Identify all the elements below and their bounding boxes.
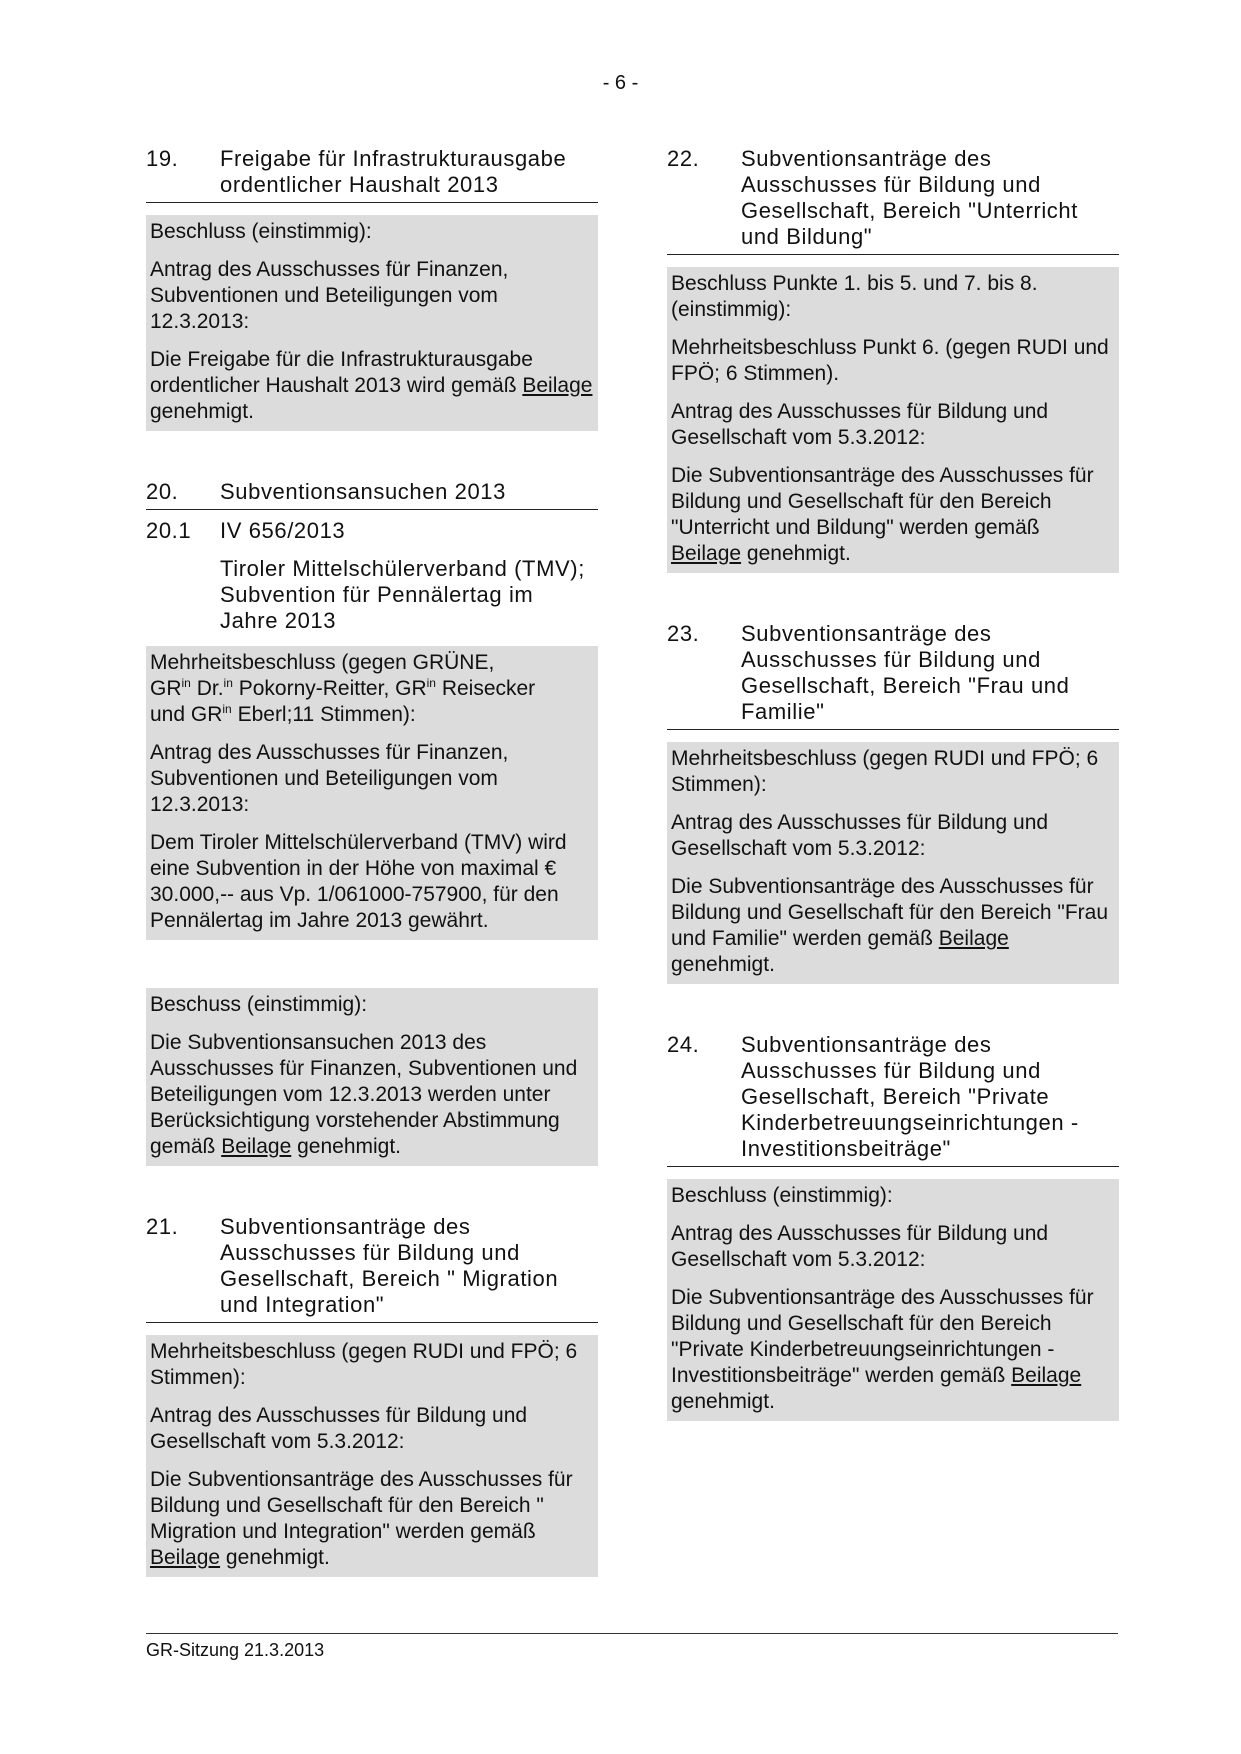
beilage-link[interactable]: Beilage — [522, 374, 593, 397]
decision-label: Mehrheitsbeschluss (gegen RUDI und FPÖ; 6 Stimmen): — [150, 1340, 578, 1389]
item-number: 21. — [146, 1214, 179, 1239]
item-title: Freigabe für Infrastrukturausgabe ordentlicher Haushalt 2013 — [220, 146, 567, 197]
resolution-text: Die Freigabe für die Infrastrukturausgabe ordentlicher Haushalt 2013 wird gemäß Beilage genehmigt. — [150, 348, 593, 423]
item-title: Subventionsanträge des Ausschusses für Bildung und Gesellschaft, Bereich "Private Kinderbetreuungseinrichtungen - Investitionsbeiträge" — [741, 1032, 1079, 1161]
motion-text: Antrag des Ausschusses für Bildung und Gesellschaft vom 5.3.2012: — [671, 400, 1049, 449]
agenda-item-19 — [146, 146, 598, 431]
motion-text: Antrag des Ausschusses für Bildung und Gesellschaft vom 5.3.2012: — [671, 811, 1049, 860]
agenda-item-21 — [146, 1214, 598, 1577]
sub-item-number: 20.1 — [146, 518, 192, 543]
sub-item-20-1 — [146, 518, 598, 634]
page-number: - 6 - — [602, 72, 639, 94]
decision-label: Mehrheitsbeschluss (gegen GRÜNE, $GR^{in}$ Dr.$^{in}$ Pokorny-Reitter, $GR^{in}$ Reisecker und $GR^{in}$ Eberl;11 Stimmen): — [150, 651, 536, 726]
beilage-link[interactable]: Beilage — [150, 1546, 221, 1569]
decision-box — [146, 646, 598, 940]
item-number: 24. — [667, 1032, 700, 1057]
resolution-text: Die Subventionsanträge des Ausschusses für Bildung und Gesellschaft für den Bereich "Frau und Familie" werden gemäß Beilage genehmigt. — [671, 875, 1109, 976]
decision-box — [146, 215, 598, 431]
item-title: Subventionsanträge des Ausschusses für Bildung und Gesellschaft, Bereich "Unterricht und Bildung" — [741, 146, 1078, 249]
item-heading — [667, 621, 1119, 730]
decision-label: Mehrheitsbeschluss (gegen RUDI und FPÖ; 6 Stimmen): — [671, 747, 1099, 796]
beilage-link[interactable]: Beilage — [221, 1135, 292, 1158]
item-heading — [146, 146, 598, 203]
item-title: Subventionsanträge des Ausschusses für Bildung und Gesellschaft, Bereich " Migration und Integration" — [220, 1214, 559, 1317]
item-heading — [667, 146, 1119, 255]
item-title: Subventionsansuchen 2013 — [220, 479, 506, 504]
decision-box — [667, 267, 1119, 573]
motion-text: Antrag des Ausschusses für Finanzen, Subventionen und Beteiligungen vom 12.3.2013: — [150, 741, 509, 816]
decision-box — [146, 1335, 598, 1577]
motion-text: Antrag des Ausschusses für Bildung und Gesellschaft vom 5.3.2012: — [150, 1404, 528, 1453]
item-heading — [667, 1032, 1119, 1167]
decision-label: Beschluss (einstimmig): — [671, 1184, 893, 1207]
left-column — [146, 146, 598, 1577]
agenda-item-20 — [146, 479, 598, 1166]
motion-text: Antrag des Ausschusses für Bildung und Gesellschaft vom 5.3.2012: — [671, 1222, 1049, 1271]
agenda-item-22 — [667, 146, 1119, 573]
beilage-link[interactable]: Beilage — [938, 927, 1009, 950]
decision-label: Beschluss (einstimmig): — [150, 220, 372, 243]
item-number: 22. — [667, 146, 700, 171]
decision-box — [667, 1179, 1119, 1421]
resolution-text: Die Subventionsanträge des Ausschusses für Bildung und Gesellschaft für den Bereich "Private Kinderbetreuungseinrichtungen - Investitionsbeiträge" werden gemäß Beilage genehmigt. — [671, 1286, 1094, 1413]
item-number: 19. — [146, 146, 179, 171]
decision-box-overall — [146, 988, 598, 1166]
item-heading — [146, 479, 598, 510]
item-number: 23. — [667, 621, 700, 646]
decision-label: Beschuss (einstimmig): — [150, 993, 368, 1016]
item-title: Subventionsanträge des Ausschusses für Bildung und Gesellschaft, Bereich "Frau und Familie" — [741, 621, 1070, 724]
beilage-link[interactable]: Beilage — [1011, 1364, 1082, 1387]
agenda-item-23 — [667, 621, 1119, 984]
right-column — [667, 146, 1119, 1421]
decision-label-majority: Mehrheitsbeschluss Punkt 6. (gegen RUDI und FPÖ; 6 Stimmen). — [671, 336, 1109, 385]
resolution-text: Die Subventionsanträge des Ausschusses für Bildung und Gesellschaft für den Bereich " Migration und Integration" werden gemäß Beilage genehmigt. — [150, 1468, 573, 1569]
resolution-text: Dem Tiroler Mittelschülerverband (TMV) wird eine Subvention in der Höhe von maximal € 30.000,-- aus Vp. 1/061000-757900, für den Pennälertag im Jahre 2013 gewährt. — [150, 831, 567, 932]
beilage-link[interactable]: Beilage — [671, 542, 742, 565]
item-heading — [146, 1214, 598, 1323]
resolution-text: Die Subventionsansuchen 2013 des Ausschusses für Finanzen, Subventionen und Beteiligungen vom 12.3.2013 werden unter Berücksichtigung vorstehender Abstimmung gemäß Beilage genehmigt. — [150, 1031, 578, 1158]
resolution-text: Die Subventionsanträge des Ausschusses für Bildung und Gesellschaft für den Bereich "Unterricht und Bildung" werden gemäß Beilage genehmigt. — [671, 464, 1094, 565]
agenda-item-24 — [667, 1032, 1119, 1421]
sub-item-reference: IV 656/2013 — [220, 518, 346, 543]
item-number: 20. — [146, 479, 179, 504]
motion-text: Antrag des Ausschusses für Finanzen, Subventionen und Beteiligungen vom 12.3.2013: — [150, 258, 509, 333]
decision-box — [667, 742, 1119, 984]
sub-item-title: Tiroler Mittelschülerverband (TMV); Subvention für Pennälertag im Jahre 2013 — [220, 556, 585, 633]
page-footer: GR-Sitzung 21.3.2013 — [146, 1633, 1118, 1661]
decision-label: Beschluss Punkte 1. bis 5. und 7. bis 8. (einstimmig): — [671, 272, 1038, 321]
